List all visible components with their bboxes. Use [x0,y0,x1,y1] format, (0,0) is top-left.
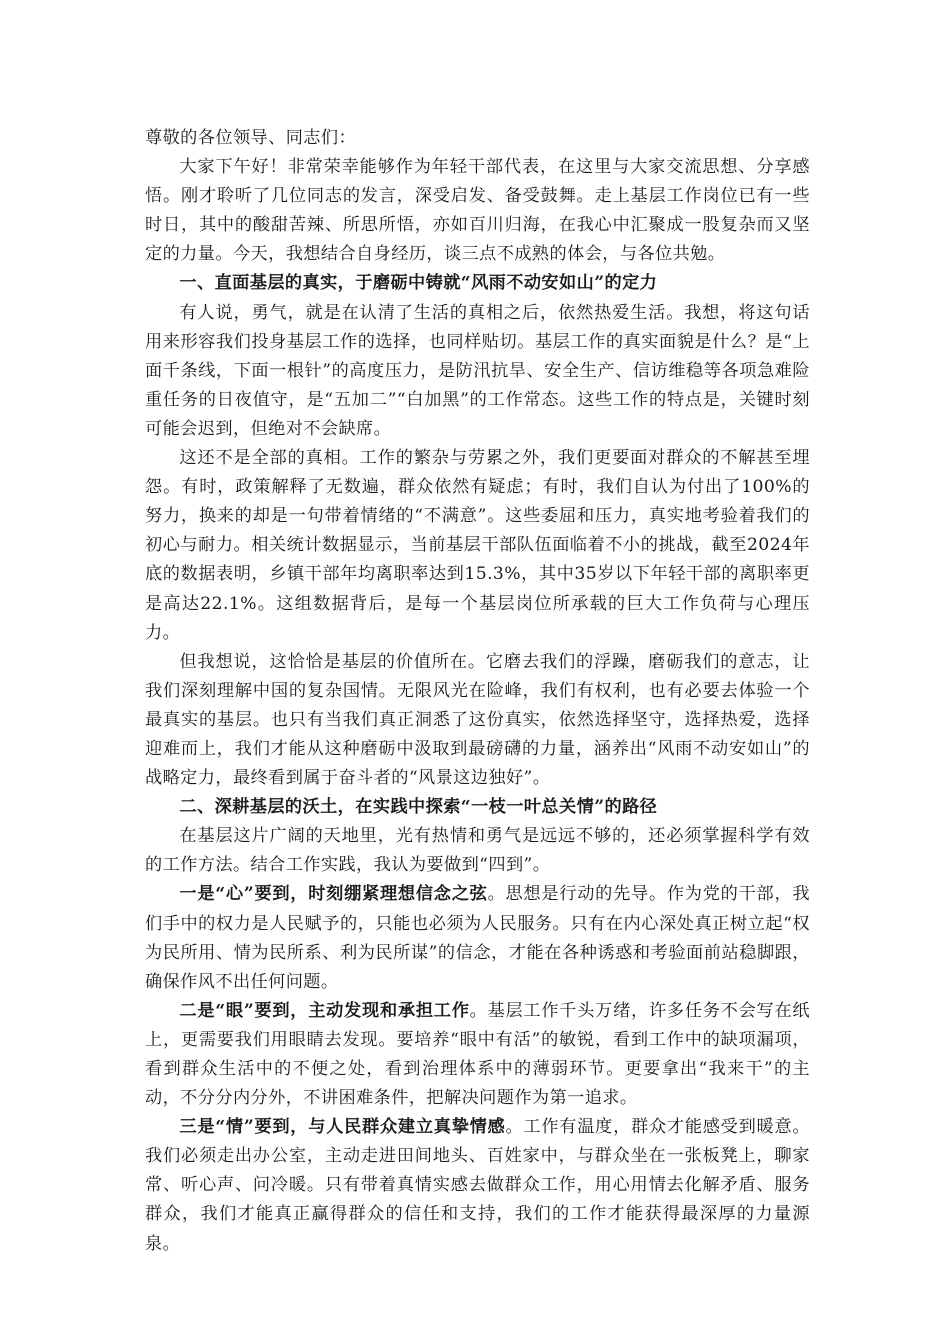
point-feeling-lead: 三是“情”要到，与人民群众建立真挚情感 [179,1117,506,1138]
point-heart-lead: 一是“心”要到，时刻绷紧理想信念之弦 [179,884,488,905]
section-1-paragraph-2: 这还不是全部的真相。工作的繁杂与劳累之外，我们更要面对群众的不解甚至埋怨。有时，政策解释了无数遍，群众依然有疑虑；有时，我们自认为付出了100%的努力，换来的却是一句带着情绪的“不满意”。这些委屈和压力，真实地考验着我们的初心与耐力。相关统计数据显示，当前基层干部队伍面临着不小的挑战，截至2024年底的数据表明，乡镇干部年均离职率达到15.3%，其中35岁以下年轻干部的离职率更是高达22.1%。这组数据背后，是每一个基层岗位所承载的巨大工作负荷与心理压力。 [145,448,810,643]
point-feeling [145,1113,810,1258]
salutation: 尊敬的各位领导、同志们： [145,128,357,148]
point-eye-body: 。基层工作千头万绪，许多任务不会写在纸上，更需要我们用眼睛去发现。要培养“眼中有活”的敏锐，看到工作中的缺项漏项，看到群众生活中的不便之处，看到治理体系中的薄弱环节。更要拿出“我来干”的主动，不分分内分外，不讲困难条件，把解决问题作为第一追求。 [145,1000,811,1109]
point-heart-body: 。思想是行动的先导。作为党的干部，我们手中的权力是人民赋予的，只能也必须为人民服务。只有在内心深处真正树立起“权为民所用、情为民所系、利为民所谋”的信念，才能在各种诱惑和考验面前站稳脚跟，确保作风不出任何问题。 [145,884,810,992]
intro-paragraph: 大家下午好！非常荣幸能够作为年轻干部代表，在这里与大家交流思想、分享感悟。刚才聆听了几位同志的发言，深受启发、备受鼓舞。走上基层工作岗位已有一些时日，其中的酸甜苦辣、所思所悟，亦如百川归海，在我心中汇聚成一股复杂而又坚定的力量。今天，我想结合自身经历，谈三点不成熟的体会，与各位共勉。 [145,157,810,265]
point-eye-lead: 二是“眼”要到，主动发现和承担工作 [179,1000,470,1021]
point-heart [145,880,810,996]
point-eye [145,997,810,1113]
section-1-paragraph-3: 但我想说，这恰恰是基层的价值所在。它磨去我们的浮躁，磨砺我们的意志，让我们深刻理解中国的复杂国情。无限风光在险峰，我们有权利，也有必要去体验一个最真实的基层。也只有当我们真正洞悉了这份真实，依然选择坚守，选择热爱，选择迎难而上，我们才能从这种磨砺中汲取到最磅礴的力量，涵养出“风雨不动安如山”的战略定力，最终看到属于奋斗者的“风景这边独好”。 [145,651,810,789]
point-feeling-body: 。工作有温度，群众才能感受到暖意。我们必须走出办公室，主动走进田间地头、百姓家中，与群众坐在一张板凳上，聊家常、听心声、问冷暖。只有带着真情实感去做群众工作，用心用情去化解矛盾、服务群众，我们才能真正赢得群众的信任和支持，我们的工作才能获得最深厚的力量源泉。 [145,1117,810,1254]
section-1-paragraph-1: 有人说，勇气，就是在认清了生活的真相之后，依然热爱生活。我想，将这句话用来形容我们投身基层工作的选择，也同样贴切。基层工作的真实面貌是什么？是“上面千条线，下面一根针”的高度压力，是防汛抗旱、安全生产、信访维稳等各项急难险重任务的日夜值守，是“五加二”“白加黑”的工作常态。这些工作的特点是，关键时刻可能会迟到，但绝对不会缺席。 [145,302,810,439]
section-1-heading: 一、直面基层的真实，于磨砺中铸就“风雨不动安如山”的定力 [179,273,658,294]
section-2-heading: 二、深耕基层的沃土，在实践中探索“一枝一叶总关情”的路径 [179,797,658,818]
document-body [145,124,810,1259]
section-2-intro: 在基层这片广阔的天地里，光有热情和勇气是远远不够的，还必须掌握科学有效的工作方法。结合工作实践，我认为要做到“四到”。 [145,826,810,876]
